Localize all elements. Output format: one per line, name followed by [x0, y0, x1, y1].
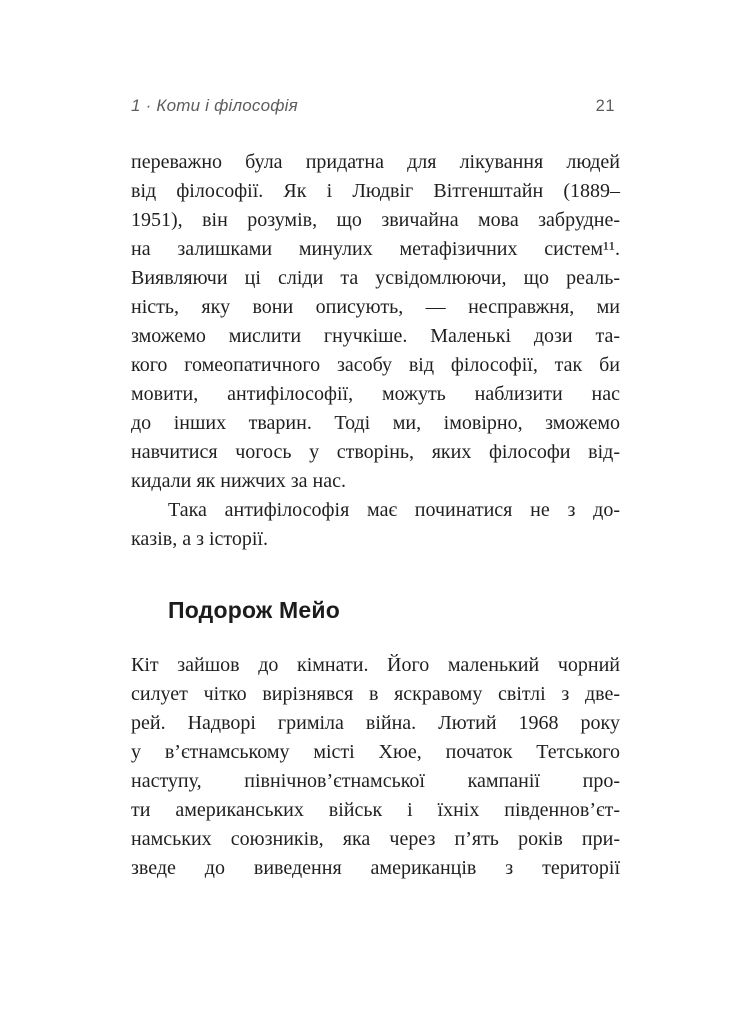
text-line: казів, а з історії. — [131, 528, 268, 550]
text-content — [131, 148, 620, 883]
text-line: Виявляючи ці сліди та усвідомлюючи, що реаль- — [131, 267, 620, 289]
running-head — [131, 96, 615, 116]
section-heading: Подорож Мейо — [168, 597, 340, 623]
text-line: на залишками минулих метафізичних систем¹¹. — [131, 238, 620, 260]
text-line: 1951), він розумів, що звичайна мова забрудне- — [131, 209, 620, 231]
paragraph — [131, 496, 620, 554]
paragraph — [131, 148, 620, 496]
text-line: мовити, антифілософії, можуть наблизити нас — [131, 383, 620, 405]
text-line: намських союзників, яка через п’ять років при- — [131, 828, 620, 850]
text-line: ність, яку вони описують, — несправжня, ми — [131, 296, 620, 318]
text-line: Така антифілософія має починатися не з до- — [168, 499, 620, 521]
text-line: у в’єтнамському місті Хюе, початок Тетського — [131, 741, 620, 763]
text-line: від філософії. Як і Людвіг Вітгенштайн (1889– — [131, 180, 620, 202]
text-line: силует чітко вирізнявся в яскравому світлі з две- — [131, 683, 620, 705]
text-line: переважно була придатна для лікування людей — [131, 151, 620, 173]
text-line: зможемо мислити гнучкіше. Маленькі дози та- — [131, 325, 620, 347]
text-line: кого гомеопатичного засобу від філософії, так би — [131, 354, 620, 376]
text-line: навчитися чогось у створінь, яких філософи від- — [131, 441, 620, 463]
page-number: 21 — [595, 97, 615, 115]
text-line: рей. Надворі гриміла війна. Лютий 1968 року — [131, 712, 620, 734]
text-line: Кіт зайшов до кімнати. Його маленький чорний — [131, 654, 620, 676]
text-line: до інших тварин. Тоді ми, імовірно, зможемо — [131, 412, 620, 434]
text-line: ти американських військ і їхніх південнов’єт- — [131, 799, 620, 821]
chapter-title: 1 · Коти і філософія — [131, 96, 298, 115]
text-line: зведе до виведення американців з території — [131, 857, 620, 879]
paragraph — [131, 651, 620, 883]
text-line: кидали як нижчих за нас. — [131, 470, 346, 492]
text-line: наступу, північнов’єтнамської кампанії про- — [131, 770, 620, 792]
